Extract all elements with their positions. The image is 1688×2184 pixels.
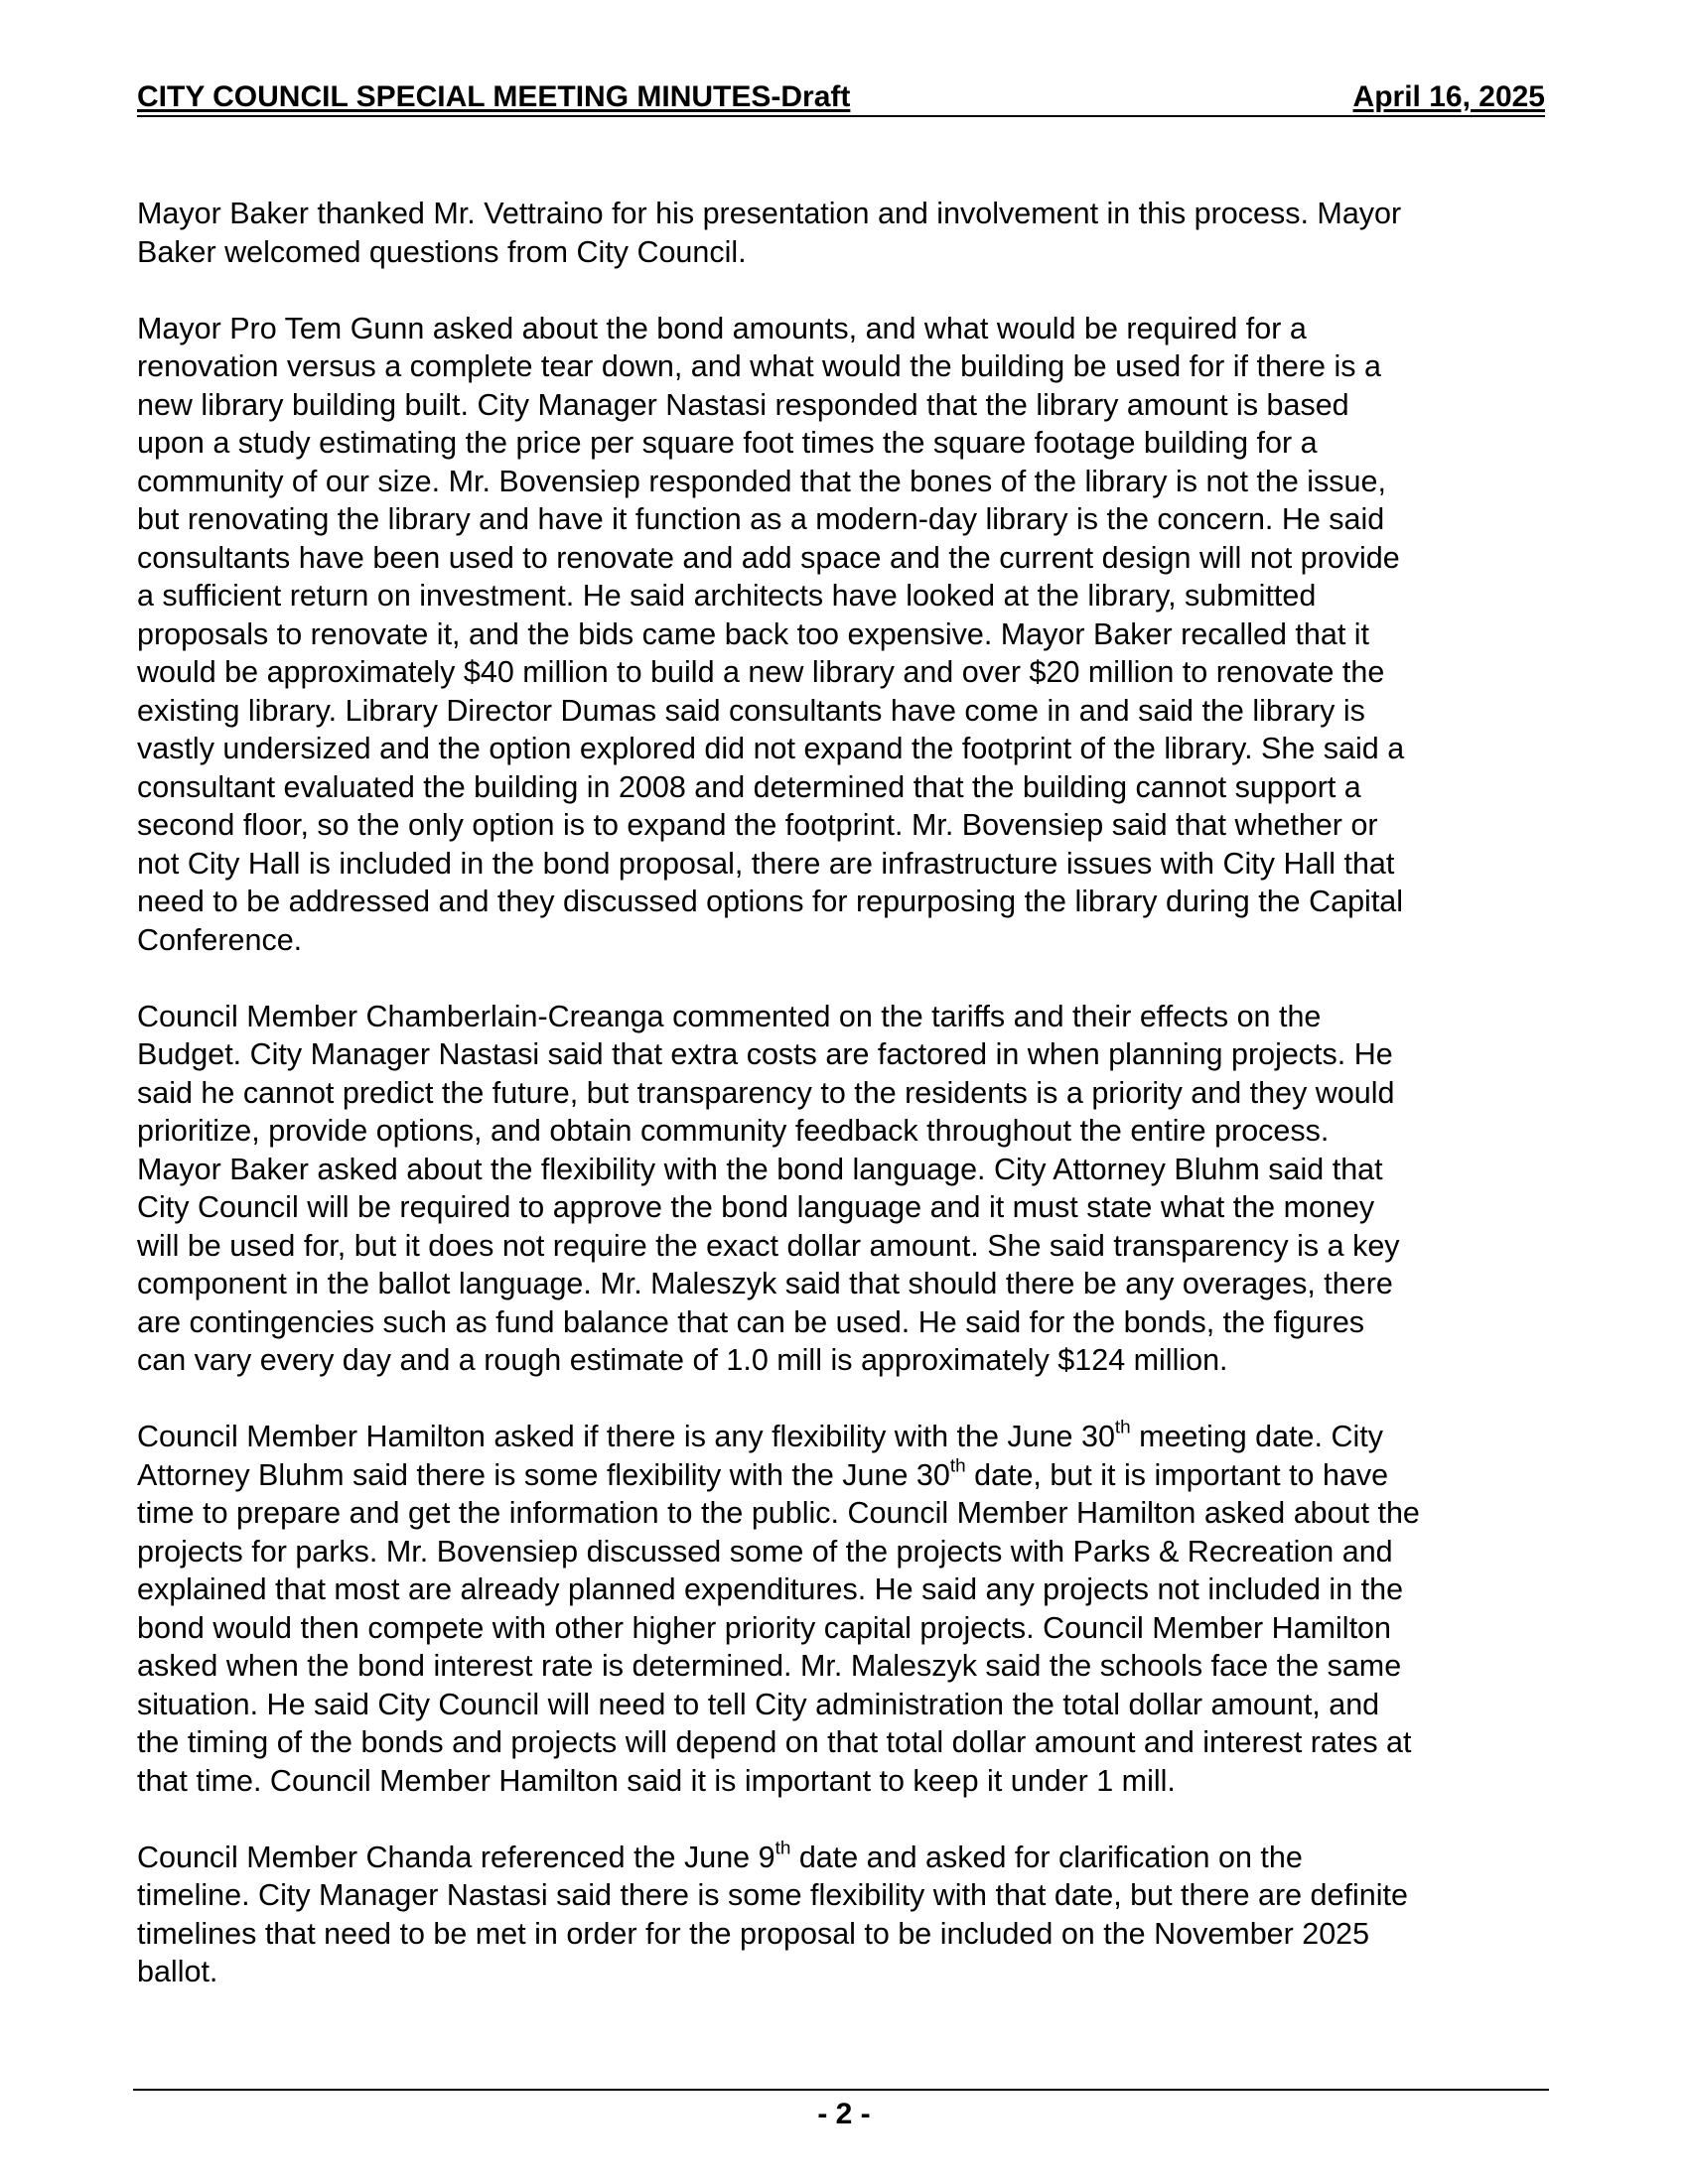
text-line: are contingencies such as fund balance that can be used. He said for the bonds, the figures (137, 1304, 1365, 1339)
line-text: Council Member Chanda referenced the June 9 (137, 1840, 775, 1874)
text-line: prioritize, provide options, and obtain community feedback throughout the entire process. (137, 1114, 1330, 1148)
text-line: second floor, so the only option is to expand the footprint. Mr. Bovensiep said that whether or (137, 808, 1378, 842)
text-line: new library building built. City Manager Nastasi responded that the library amount is based (137, 387, 1349, 422)
text-line: will be used for, but it does not require the exact dollar amount. She said transparency is a key (137, 1228, 1400, 1263)
paragraph-gunn-questions (137, 310, 1552, 960)
text-line (137, 1839, 1552, 1877)
text-line: Mayor Baker thanked Mr. Vettraino for his presentation and involvement in this process. Mayor (137, 197, 1402, 230)
paragraph-hamilton (137, 1418, 1552, 1800)
meeting-date: April 16, 2025 (1352, 80, 1545, 113)
text-line: need to be addressed and they discussed options for repurposing the library during the Capital (137, 885, 1404, 918)
text-line: City Council will be required to approve the bond language and it must state what the money (137, 1190, 1375, 1224)
text-line: proposals to renovate it, and the bids came back too expensive. Mayor Baker recalled that it (137, 616, 1370, 651)
text-line: would be approximately $40 million to build a new library and over $20 million to renovate the (137, 655, 1385, 689)
text-line: ballot. (137, 1955, 218, 1988)
text-line: upon a study estimating the price per square foot times the square footage building for a (137, 426, 1318, 460)
text-line: not City Hall is included in the bond proposal, there are infrastructure issues with City Hall that (137, 846, 1395, 881)
text-line: consultant evaluated the building in 2008 and determined that the building cannot support a (137, 769, 1361, 804)
text-line: existing library. Library Director Dumas said consultants have come in and said the library is (137, 693, 1365, 728)
text-line: but renovating the library and have it function as a modern-day library is the concern. He said (137, 502, 1385, 536)
line-text: meeting date. City (1130, 1420, 1383, 1453)
text-line: the timing of the bonds and projects will depend on that total dollar amount and interest rates at (137, 1725, 1412, 1759)
ordinal-suffix: th (949, 1454, 966, 1476)
line-text: Attorney Bluhm said there is some flexibility with the June 30 (137, 1457, 950, 1492)
text-line: Budget. City Manager Nastasi said that extra costs are factored in when planning projects. He (137, 1037, 1393, 1071)
text-line: explained that most are already planned expenditures. He said any projects not included in the (137, 1572, 1404, 1606)
line-text: date and asked for clarification on the (790, 1840, 1303, 1874)
text-line: community of our size. Mr. Bovensiep responded that the bones of the library is not the issue, (137, 464, 1386, 498)
ordinal-suffix: th (1114, 1417, 1131, 1438)
text-line: that time. Council Member Hamilton said it is important to keep it under 1 mill. (137, 1763, 1176, 1798)
text-line: projects for parks. Mr. Bovensiep discussed some of the projects with Parks & Recreation and (137, 1534, 1393, 1569)
paragraph-chanda (137, 1839, 1552, 1991)
text-line: renovation versus a complete tear down, and what would the building be used for if there is a (137, 349, 1381, 383)
text-line: Conference. (137, 922, 303, 957)
text-line: time to prepare and get the information to the public. Council Member Hamilton asked about the (137, 1496, 1420, 1530)
text-line: Council Member Chamberlain-Creanga commented on the tariffs and their effects on the (137, 999, 1322, 1033)
text-line (137, 1418, 1552, 1456)
footer-divider (133, 2089, 1549, 2091)
text-line: said he cannot predict the future, but transparency to the residents is a priority and they would (137, 1075, 1395, 1110)
line-text: Council Member Hamilton asked if there is any flexibility with the June 30 (137, 1420, 1115, 1453)
text-line: vastly undersized and the option explored did not expand the footprint of the library. She said a (137, 732, 1405, 765)
text-line: can vary every day and a rough estimate of 1.0 mill is approximately $124 million. (137, 1343, 1228, 1377)
text-line: timelines that need to be met in order for the proposal to be included on the November 2025 (137, 1916, 1370, 1951)
page-header (137, 79, 1545, 117)
paragraph-chamberlain-creanga (137, 998, 1552, 1380)
ordinal-suffix: th (774, 1837, 791, 1858)
text-line: Mayor Pro Tem Gunn asked about the bond amounts, and what would be required for a (137, 311, 1307, 345)
text-line: timeline. City Manager Nastasi said there is some flexibility with that date, but there are definite (137, 1878, 1408, 1912)
text-line: a sufficient return on investment. He said architects have looked at the library, submitted (137, 579, 1317, 613)
page-number: - 2 - (817, 2098, 871, 2130)
text-line: situation. He said City Council will need to tell City administration the total dollar amount, and (137, 1687, 1380, 1721)
line-text: date, but it is important to have (965, 1457, 1389, 1492)
paragraph-opening (137, 195, 1552, 271)
text-line: Baker welcomed questions from City Council. (137, 234, 747, 269)
text-line: asked when the bond interest rate is determined. Mr. Maleszyk said the schools face the same (137, 1649, 1402, 1683)
text-line (137, 1456, 1552, 1495)
text-line: bond would then compete with other higher priority capital projects. Council Member Hamilton (137, 1610, 1391, 1645)
minutes-body (137, 195, 1552, 2029)
document-title: CITY COUNCIL SPECIAL MEETING MINUTES-Draft (137, 80, 851, 113)
text-line: consultants have been used to renovate and add space and the current design will not provide (137, 540, 1400, 575)
text-line: component in the ballot language. Mr. Maleszyk said that should there be any overages, there (137, 1267, 1393, 1300)
text-line: Mayor Baker asked about the flexibility with the bond language. City Attorney Bluhm said that (137, 1152, 1383, 1186)
